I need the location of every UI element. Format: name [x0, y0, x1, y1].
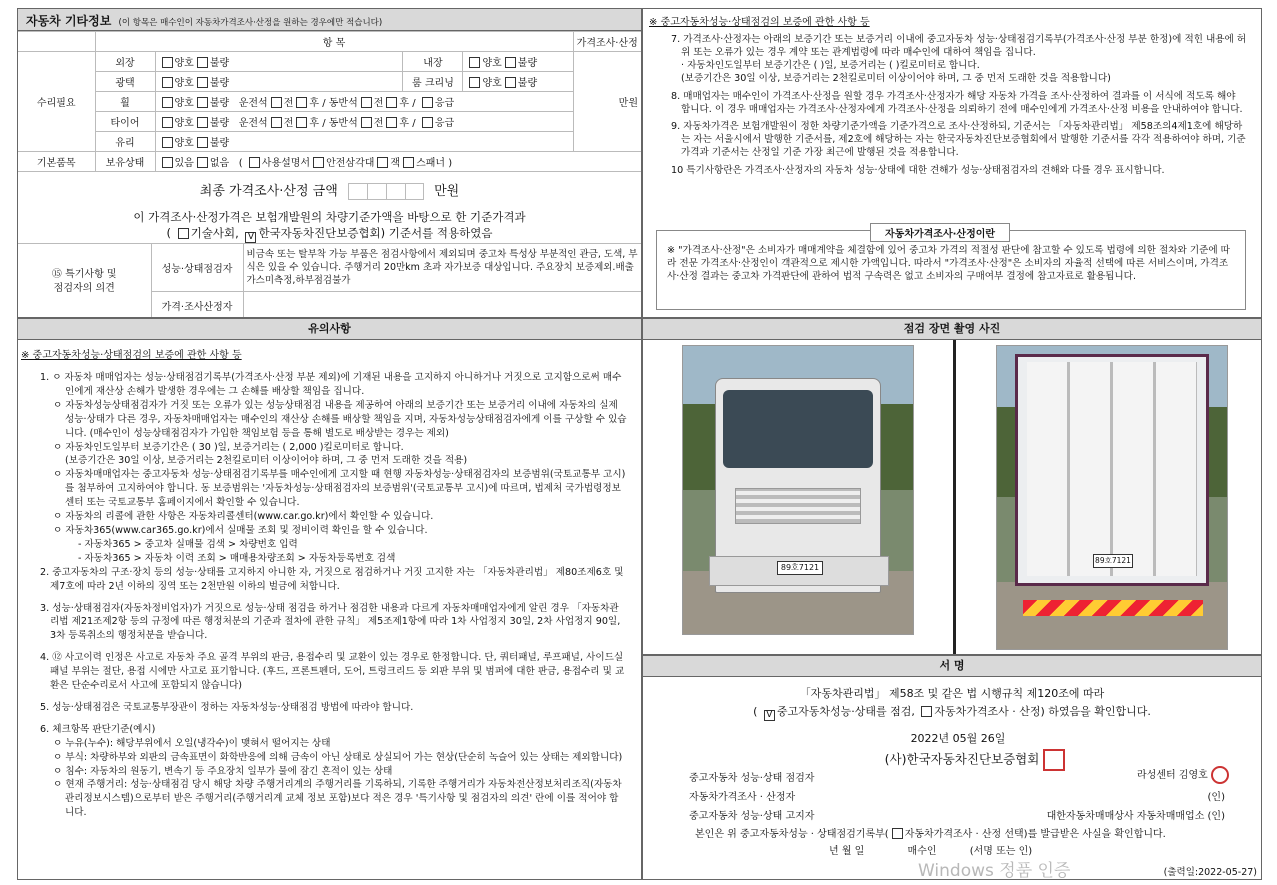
- signature-title: 서 명: [643, 656, 1261, 677]
- outer-bad-checkbox[interactable]: [197, 57, 208, 68]
- buyer-row: [829, 842, 1032, 857]
- notes-panel: [17, 318, 642, 880]
- note-6-1: ㅇ 누유(누수): 해당부위에서 오일(냉각수)이 맺혀서 떨어지는 상태: [53, 737, 331, 749]
- note-1-1: 1. ㅇ 자동차 매매업자는 성능·상태점검기록부(가격조사·산정 부분 제외)에 기재된 내용을 고지하지 아니하거나 거짓으로 고지함으로써 매수인에게 재산상 손해가 발생한 경우에는 그 손해를 배상할 책임을 집니다.: [40, 372, 622, 397]
- row1-label: 중고자동차 성능·상태 점검자: [689, 773, 815, 784]
- watermark: Windows 정품 인증: [918, 861, 1071, 880]
- spanner-text: 스패너: [416, 158, 446, 169]
- warranty-p8: 8. 매매업자는 매수인이 가격조사·산정을 원할 경우 가격조사·산정자가 해당 자동차 가격을 조사·산정하여 결과를 이 서식에 적도록 해야 합니다. 이 경우 매매업자는 가격조사·산정자에게 가격조사·산정을 의뢰하기 전에 매수인에게 가격조사·산정 비용을 안내하여야 합니다.: [671, 90, 1243, 115]
- row3-label: 중고자동차 성능·상태 고지자: [689, 811, 815, 822]
- truck-windshield: [723, 390, 873, 468]
- p7b-text: (보증기간은 30일 이상, 보증거리는 2천킬로미터 이상이어야 하며, 그 중 먼저 도래한 것을 적용합니다): [681, 72, 1111, 84]
- basis-line1: 이 가격조사·산정가격은 보험개발원의 차량기준가액을 바탕으로 한 기준가격과: [133, 210, 526, 224]
- buyer-appraisal-checkbox[interactable]: [892, 828, 903, 839]
- row2-value: (인): [1207, 792, 1225, 803]
- own-no-checkbox[interactable]: [197, 157, 208, 168]
- warranty-p9: 9. 자동차가격은 보험개발원이 정한 차량기준가액을 기준가격으로 조사·산정하되, 기준서는 「자동차관리법」 제58조의4제1호에 해당하는 자는 서울시에서 발행한 기준서를, 제2호에 해당하는 자는 한국자동차진단보증협회에서 발행한 기준서를 각각 적용하여야 하며, 기준가격과 기준서는 산정일 기준 가장 최근에 발행된 것을 적용합니다.: [671, 121, 1246, 159]
- wheel-good-checkbox[interactable]: [162, 97, 173, 108]
- inspector-seal-icon: [1211, 766, 1229, 784]
- note-1-6: ㅇ 자동차의 리콜에 관한 사항은 자동차리콜센터(www.car.go.kr)에서 확인할 수 있습니다.: [53, 511, 434, 523]
- basis-opt2-checkbox[interactable]: V: [245, 232, 256, 243]
- note-4: 4. ⑫ 사고이력 인정은 사고로 자동차 주요 골격 부위의 판금, 용접수리 및 교환이 있는 경우로 한정합니다. 단, 쿼터패널, 루프패널, 사이드실패널 부위는 절단, 용접 시에만 사고로 표기합니다. (후드, 프론트펜더, 도어, 트렁크리드 등 외판 부위 및 범퍼에 대한 판금, 용접수리 및 교환은 단순수리로서 사고에 포함되지 않습니다): [40, 652, 625, 692]
- col-price: 가격조사·산정: [576, 38, 638, 49]
- front-text: 전: [373, 98, 384, 109]
- note-6: 6. 체크항목 판단기준(예시): [40, 723, 156, 735]
- inner-bad-checkbox[interactable]: [505, 57, 516, 68]
- bad-text: 불량: [517, 78, 538, 89]
- col-item: 항 목: [322, 38, 346, 49]
- warranty-panel: [642, 8, 1262, 318]
- manual-text: 사용설명서: [261, 158, 311, 169]
- truck-doors: [1027, 362, 1197, 576]
- p7-text: 7. 가격조사·산정자는 아래의 보증기간 또는 보증거리 이내에 중고자동차 성능·상태점검기록부(가격조사·산정 부분 한정)에 적힌 내용에 허위 또는 오류가 있는 경우 계약 또는 관계법령에 따라 매수인에 대하여 책임을 집니다.: [671, 34, 1247, 58]
- note-1-5: ㅇ 자동차매매업자는 중고자동차 성능·상태점검기록부를 매수인에게 고지할 때 현행 자동차성능·상태점검자의 보증범위(국토교통부 고시)를 첨부하여 고지하여야 합니다. 동 보증범위는 '자동차성능·상태점검자의 보증범위'(국토교통부 고시)에 따르며, 법제처 국가법령정보센터 또는 국토교통부 홈페이지에서 확인할 수 있습니다.: [53, 469, 626, 509]
- good-text: 양호: [174, 78, 194, 89]
- special-label: ⑮ 특기사항 및 점검자의 의견: [51, 268, 117, 294]
- basis-line2: ( 기술사회, V 한국자동차진단보증협회) 기준서를 적용하였음: [166, 226, 493, 242]
- note-6-3: ㅇ 침수: 자동차의 원동기, 변속기 등 주요장치 일부가 물에 잠긴 흔적이 있는 상태: [53, 765, 393, 777]
- other-info-header: [18, 9, 641, 31]
- note-1-9: - 자동차365 > 자동차 이력 조회 > 매매용차량조회 > 자동차등록번호 검색: [78, 552, 396, 564]
- front-text: 전: [283, 118, 294, 129]
- note-3: 3. 성능·상태점검자(자동차정비업자)가 거짓으로 성능·상태 점검을 하거나 점검한 내용과 다르게 자동차매매업자에게 알린 경우 「자동차관리법 제21조제2항 등의 규정에 따른 행정처분의 기준과 절차에 관한 규칙」 제5조제1항에 따라 1차 사업정지 30일, 2차 사업정지 90일, 3차 등록취소의 행정처분을 받습니다.: [40, 602, 621, 642]
- rear-text: 후: [399, 98, 410, 109]
- wheel-driver-front-checkbox[interactable]: [271, 97, 282, 108]
- sign-row-3: [689, 807, 1229, 822]
- good-text: 양호: [482, 58, 502, 69]
- triangle-checkbox[interactable]: [313, 157, 324, 168]
- wheel-label: 휠: [120, 98, 130, 109]
- room-bad-checkbox[interactable]: [505, 77, 516, 88]
- good-text: 양호: [174, 98, 194, 109]
- tire-label: 타이어: [110, 118, 140, 129]
- front-text: 전: [283, 98, 294, 109]
- note-1-2: ㅇ 자동차성능상태점검자가 거짓 또는 오류가 있는 성능상태점검 내용을 제공하여 아래의 보증기간 또는 보증거리 이내에 자동차의 실제 성능·상태가 다른 경우, 자동차매매업자는 매수인의 재산상 손해를 배상할 책임을 지며, 자동차성능상태점검자에게 이를 구상할 수 있습니다. (매수인이 성능상태점검자가 가입한 책임보험 등을 통해 별도로 배상받는 경우는 제외): [53, 399, 627, 439]
- law-line: 「자동차관리법」 제58조 및 같은 법 시행규칙 제120조에 따라: [799, 687, 1105, 700]
- basis-opt1-checkbox[interactable]: [178, 228, 189, 239]
- notes-body: [40, 371, 627, 820]
- row2-label: 자동차가격조사 · 산정자: [689, 792, 796, 803]
- bad-text: 불량: [209, 138, 230, 149]
- truck-rear-photo[interactable]: [996, 345, 1228, 650]
- good-text: 양호: [174, 138, 194, 149]
- confirm-opts: ( V 중고자동차성능·상태를 점검, 자동차가격조사 · 산정) 하였음을 확인합니다.: [753, 705, 1151, 720]
- appraisal-box-text: ※ "가격조사·산정"은 소비자가 매매계약을 체결함에 있어 중고차 가격의 적절성 판단에 참고할 수 있도록 법령에 의한 절차와 기준에 따라 전문 가격조사·산정인이 객관적으로 제시한 가액입니다. 따라서 "가격조사·산정"은 소비자의 자율적 선택에 따른 서비스이며, 가격조사·산정 결과는 중고차 가격판단에 관하여 법적 구속력은 없고 소비자의 구매여부 결정에 참고자료로 활용됩니다.: [667, 245, 1230, 282]
- note-1-8: - 자동차365 > 중고차 실매물 검색 > 차량번호 입력: [78, 538, 298, 550]
- rear-text: 후: [309, 98, 320, 109]
- glass-label: 유리: [115, 138, 135, 149]
- special-table: [18, 243, 641, 318]
- good-text: 양호: [174, 118, 194, 129]
- rear-text: 후: [399, 118, 410, 129]
- good-text: 양호: [482, 78, 502, 89]
- photos-panel: [642, 318, 1262, 655]
- row1-value: 라성센터 김영호: [1137, 770, 1208, 781]
- sign-opt1-checkbox[interactable]: V: [764, 710, 775, 721]
- outer-good-checkbox[interactable]: [162, 57, 173, 68]
- photo-divider: [953, 340, 956, 655]
- tire-good-checkbox[interactable]: [162, 117, 173, 128]
- note-1-3: ㅇ 자동차인도일부터 보증기간은 ( 30 )일, 보증거리는 ( 2,000 )킬로미터로 합니다.: [53, 441, 404, 453]
- appraisal-box: [656, 230, 1246, 310]
- price-unit: 만원: [618, 98, 638, 109]
- note-1-4: (보증기간은 30일 이상, 보증거리는 2천킬로미터 이상이어야 하며, 그 중 먼저 도래한 것을 적용): [65, 455, 468, 467]
- final-price-unit: 만원: [434, 184, 460, 199]
- confirm-text: 본인은 위 중고자동차성능 · 상태점검기록부(: [695, 829, 889, 840]
- p7a-text: · 자동차인도일부터 보증기간은 ( )일, 보증거리는 ( )킬로미터로 합니다.: [681, 59, 980, 71]
- sign-row-2: [689, 788, 1229, 803]
- appraiser-label: 가격·조사산정자: [161, 302, 233, 313]
- buyer-sign-hint: (서명 또는 인): [969, 846, 1033, 857]
- truck-front-photo[interactable]: [682, 345, 914, 635]
- emergency-text: 응급: [434, 98, 455, 109]
- bad-text: 불량: [209, 98, 230, 109]
- bad-text: 불량: [209, 118, 230, 129]
- repair-label: 수리필요: [36, 98, 76, 109]
- note-1-7: ㅇ 자동차365(www.car365.go.kr)에서 실매물 조회 및 정비이력 확인을 할 수 있습니다.: [53, 524, 428, 536]
- bad-text: 불량: [517, 58, 538, 69]
- notes-heading: ※ 중고자동차성능·상태점검의 보증에 관한 사항 등: [21, 350, 242, 361]
- note-2: 2. 중고자동차의 구조·장치 등의 성능·상태를 고지하지 아니한 자, 거짓으로 점검하거나 거짓 고지한 자는 「자동차관리법」 제80조제6호 및 제7호에 따라 2년 이하의 징역 또는 2천만원 이하의 벌금에 처합니다.: [40, 566, 624, 592]
- other-info-note: (이 항목은 매수인이 자동차가격조사·산정을 원하는 경우에만 적습니다): [118, 18, 383, 28]
- no-text: 없음: [209, 158, 230, 169]
- buyer-date: 년 월 일: [829, 846, 865, 857]
- front-text: 전: [373, 118, 384, 129]
- other-info-title: 자동차 기타정보: [26, 14, 112, 28]
- tire-pass-rear-checkbox[interactable]: [386, 117, 397, 128]
- wheel-pass-front-checkbox[interactable]: [361, 97, 372, 108]
- room-label: 룸 크리닝: [412, 78, 454, 89]
- other-info-panel: [17, 8, 642, 318]
- gloss-bad-checkbox[interactable]: [197, 77, 208, 88]
- bad-text: 불량: [209, 58, 230, 69]
- other-info-table: 항 목 가격조사·산정 수리필요 외장 양호 불량 내장 양호 불량 만원 광택 양호 불량 룸 크리닝 양호 불량 휠 양호 불량 운전석 전 후 / 동반석 전 후 / 응급 타이어 양호 불량 운전석 전 후 / 동반석 전 후 / 응급 유리 양호 불량 기본품목 보유상태 있음 없음 ( 사용설명서 안전삼각대 잭 스패너 ): [18, 31, 641, 172]
- row3-value: 대한자동차매매상사 자동차매매업소 (인): [1046, 811, 1225, 822]
- sign-date: 2022년 05월 26일: [910, 732, 1006, 745]
- sign-opt1-text: 중고자동차성능·상태를 점검,: [776, 705, 915, 718]
- passenger-text: 동반석: [328, 98, 358, 109]
- appraisal-box-title: 자동차가격조사·산정이란: [870, 223, 1010, 242]
- triangle-text: 안전삼각대: [326, 158, 375, 169]
- warranty-heading: ※ 중고자동차성능·상태점검의 보증에 관한 사항 등: [649, 17, 870, 28]
- wheel-driver-rear-checkbox[interactable]: [296, 97, 307, 108]
- inspector-label: 성능·상태점검자: [161, 264, 233, 275]
- truck-rear-bumper: [1023, 600, 1203, 616]
- sign-opt2-text: 자동차가격조사 · 산정) 하였음을 확인합니다.: [934, 705, 1151, 718]
- sign-org: (사)한국자동차진단보증협회: [884, 751, 1040, 767]
- emergency-text: 응급: [434, 118, 455, 129]
- rear-text: 후: [309, 118, 320, 129]
- special-text: 비금속 또는 탈부착 가능 부품은 점검사항에서 제외되며 중고차 특성상 부분적인 관금, 도색, 부식은 있을 수 있습니다. 주행거리 20만km 초과 자가보증 대상입니다. 주요장치 보증제외.배출가스미측정,하부점검불가: [246, 249, 638, 286]
- final-price-label: 최종 가격조사·산정 금액: [199, 184, 338, 199]
- notes-title: 유의사항: [18, 319, 641, 340]
- bad-text: 불량: [209, 78, 230, 89]
- own-label: 보유상태: [105, 158, 145, 169]
- final-price-row: [18, 180, 641, 200]
- note-5: 5. 성능·상태점검은 국토교통부장관이 정하는 자동차성능·상태점검 방법에 따라야 합니다.: [40, 701, 414, 713]
- buyer-label: 매수인: [907, 846, 937, 857]
- glass-good-checkbox[interactable]: [162, 137, 173, 148]
- glass-bad-checkbox[interactable]: [197, 137, 208, 148]
- warranty-p10: 10 특기사항란은 가격조사·산정자의 자동차 성능·상태에 대한 견해가 성능·상태점검자의 견해와 다를 경우 표시합니다.: [671, 165, 1165, 177]
- room-good-checkbox[interactable]: [469, 77, 480, 88]
- note-6-4: ㅇ 현재 주행거리: 성능·상태점검 당시 해당 차량 주행거리계의 주행거리를 기록하되, 기록한 주행거리가 자동차전산정보처리조직(자동차관리정보시스템)으로부터 받은 주행거리(주행거리계 교체 정보 포함)보다 적은 경우 '특기사항 및 점검자의 의견' 란에 이를 적어야 합니다.: [53, 779, 622, 819]
- wheel-bad-checkbox[interactable]: [197, 97, 208, 108]
- driver-text: 운전석: [238, 98, 268, 109]
- yes-text: 있음: [174, 158, 194, 169]
- org-seal-icon: [1043, 749, 1065, 771]
- inner-good-checkbox[interactable]: [469, 57, 480, 68]
- basis-opt2-text: 한국자동차진단보증협회) 기준서를 적용하였음: [258, 226, 493, 240]
- note-6-2: ㅇ 부식: 차량하부와 외판의 금속표면이 화학반응에 의해 금속이 아닌 상태로 상실되어 가는 현상(단순히 녹슬어 있는 상태는 제외합니다): [53, 751, 623, 763]
- tire-pass-front-checkbox[interactable]: [361, 117, 372, 128]
- outer-label: 외장: [115, 58, 135, 69]
- truck-front-plate: 89호7121: [777, 561, 823, 575]
- driver-text: 운전석: [238, 118, 268, 129]
- passenger-text: 동반석: [328, 118, 358, 129]
- manual-checkbox[interactable]: [249, 157, 260, 168]
- jack-checkbox[interactable]: [377, 157, 388, 168]
- sign-opt2-checkbox[interactable]: [921, 706, 932, 717]
- truck-grille: [735, 488, 861, 524]
- truck-rear-plate: 89호7121: [1093, 554, 1133, 568]
- photos-title: 점검 장면 촬영 사진: [643, 319, 1261, 340]
- tire-bad-checkbox[interactable]: [197, 117, 208, 128]
- tire-driver-front-checkbox[interactable]: [271, 117, 282, 128]
- final-price-boxes[interactable]: [348, 183, 424, 200]
- wheel-pass-rear-checkbox[interactable]: [386, 97, 397, 108]
- warranty-p7: [671, 34, 1247, 86]
- good-text: 양호: [174, 58, 194, 69]
- row1-right: [1137, 766, 1229, 784]
- print-date: (출력일:2022-05-27): [1163, 867, 1257, 878]
- basic-label: 기본품목: [36, 158, 76, 169]
- tire-driver-rear-checkbox[interactable]: [296, 117, 307, 128]
- gloss-good-checkbox[interactable]: [162, 77, 173, 88]
- basis-opt1-text: 기술사회,: [190, 226, 239, 240]
- basis-text: [18, 209, 641, 243]
- confirm-text-2: 자동차가격조사 · 산정 선택)를 발급받은 사실을 확인합니다.: [904, 829, 1166, 840]
- tire-emergency-checkbox[interactable]: [422, 117, 433, 128]
- sign-row-1: [689, 769, 1229, 784]
- jack-text: 잭: [390, 158, 401, 169]
- buyer-confirm: [695, 825, 1166, 840]
- signature-panel: [642, 655, 1262, 880]
- own-yes-checkbox[interactable]: [162, 157, 173, 168]
- gloss-label: 광택: [115, 78, 135, 89]
- spanner-checkbox[interactable]: [403, 157, 414, 168]
- inner-label: 내장: [423, 58, 443, 69]
- wheel-emergency-checkbox[interactable]: [422, 97, 433, 108]
